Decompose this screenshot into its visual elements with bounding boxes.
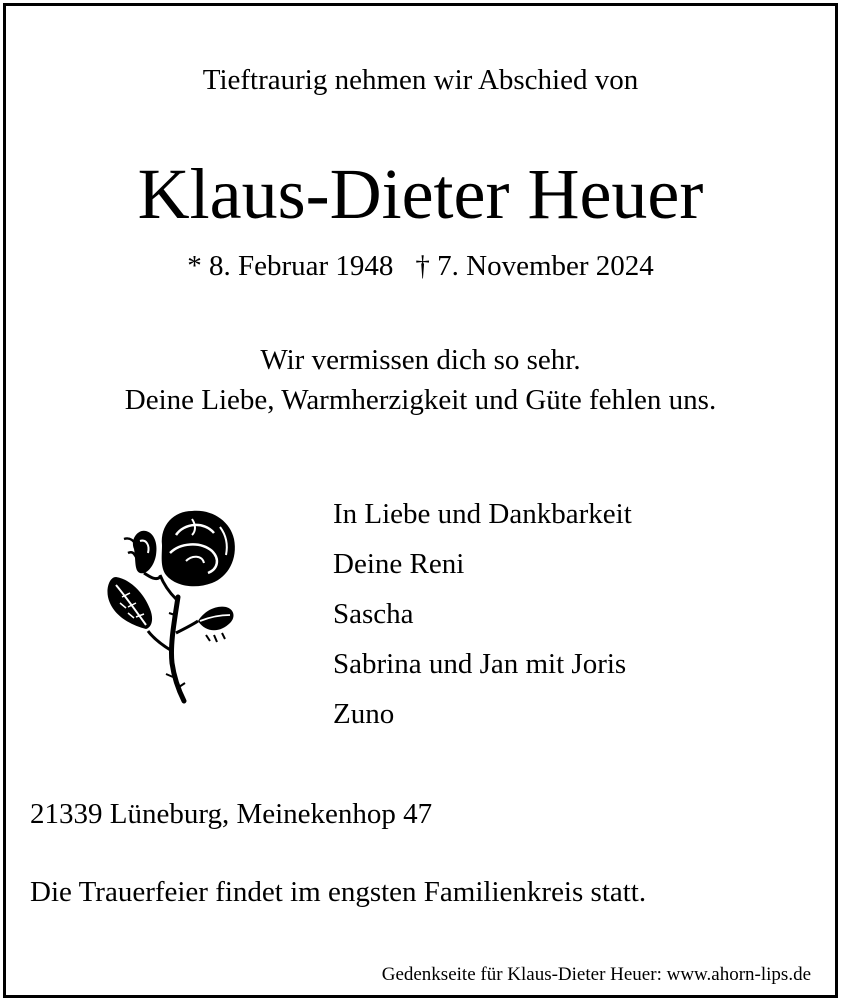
deceased-name: Klaus-Dieter Heuer: [137, 154, 704, 234]
list-item: In Liebe und Dankbarkeit: [333, 498, 632, 530]
memorial-page-link[interactable]: Gedenkseite für Klaus-Dieter Heuer: www.ahorn-lips.de: [381, 964, 811, 985]
rose-icon: [100, 505, 240, 710]
list-item: Zuno: [333, 698, 395, 730]
list-item: Sascha: [333, 598, 414, 630]
memorial-quote: [0, 340, 841, 420]
mourners-list: [333, 494, 632, 744]
death-date: † 7. November 2024: [415, 250, 654, 282]
family-address: 21339 Lüneburg, Meinekenhop 47: [30, 798, 433, 830]
list-item: Deine Reni: [333, 548, 465, 580]
intro-text: Tieftraurig nehmen wir Abschied von: [202, 64, 639, 96]
ceremony-note: Die Trauerfeier findet im engsten Familienkreis statt.: [30, 876, 647, 908]
quote-line: Wir vermissen dich so sehr.: [260, 344, 581, 376]
life-dates: [0, 246, 841, 286]
quote-line: Deine Liebe, Warmherzigkeit und Güte fehlen uns.: [124, 384, 717, 416]
list-item: Sabrina und Jan mit Joris: [333, 648, 627, 680]
birth-date: * 8. Februar 1948: [187, 250, 394, 282]
